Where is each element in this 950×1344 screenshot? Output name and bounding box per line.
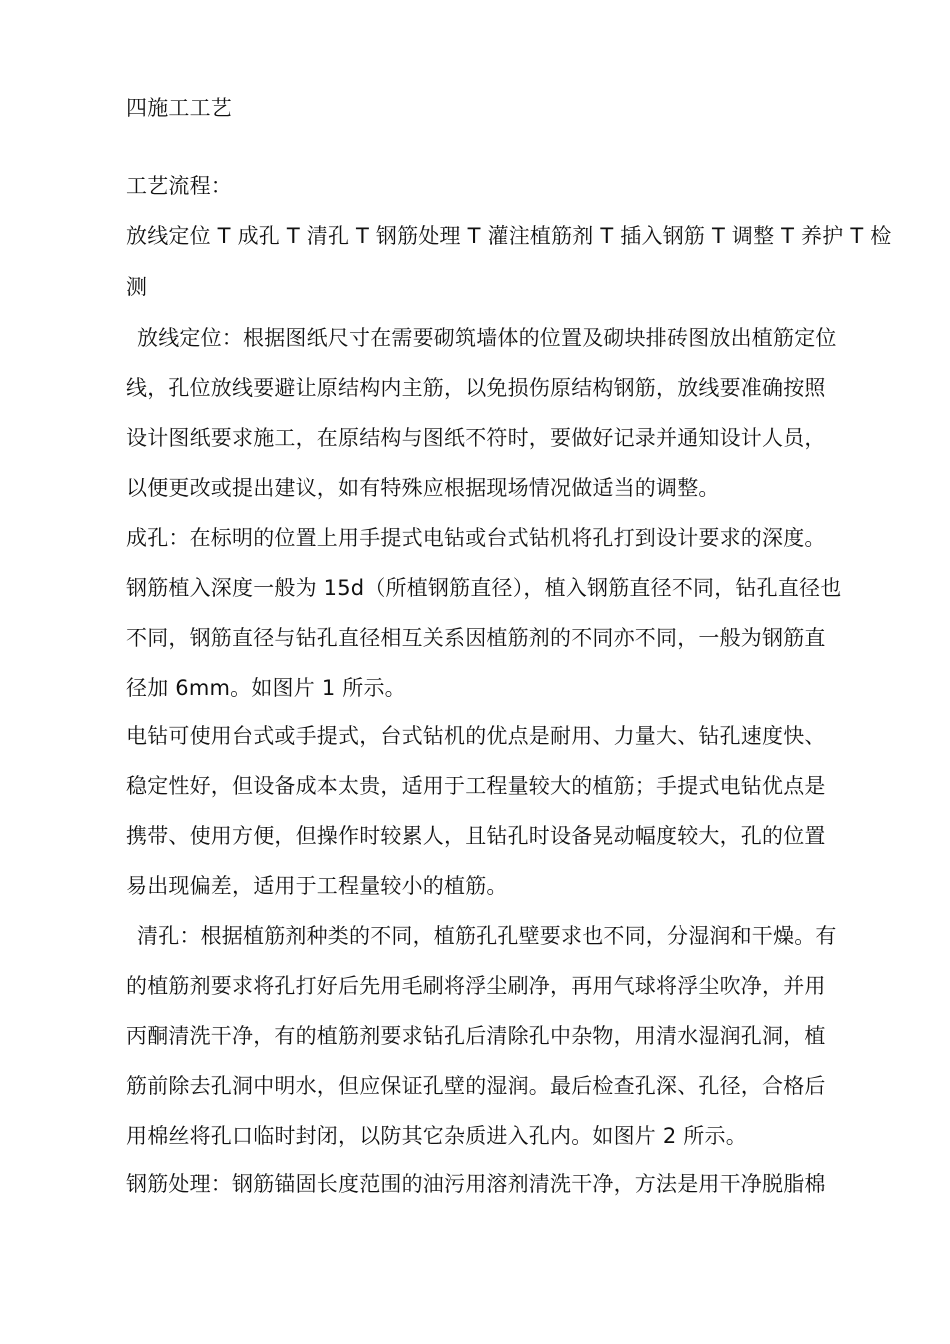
paragraph-line: 成孔：在标明的位置上用手提式电钻或台式钻机将孔打到设计要求的深度。	[126, 526, 826, 550]
paragraph-line: 丙酮清洗干净，有的植筋剂要求钻孔后清除孔中杂物，用清水湿润孔洞，植	[126, 1024, 826, 1048]
process-flow-line: 放线定位 T 成孔 T 清孔 T 钢筋处理 T 灌注植筋剂 T 插入钢筋 T 调整 T 养护 T 检	[126, 224, 892, 248]
paragraph-line: 易出现偏差，适用于工程量较小的植筋。	[126, 874, 508, 898]
process-title: 工艺流程：	[126, 174, 232, 198]
paragraph-line: 设计图纸要求施工，在原结构与图纸不符时，要做好记录并通知设计人员，	[126, 426, 826, 450]
paragraph-line: 钢筋处理：钢筋锚固长度范围的油污用溶剂清洗干净，方法是用干净脱脂棉	[126, 1172, 826, 1196]
section-heading: 四施工工艺	[126, 96, 232, 120]
paragraph-line: 钢筋植入深度一般为 15d（所植钢筋直径），植入钢筋直径不同，钻孔直径也	[126, 576, 842, 600]
paragraph-line: 清孔：根据植筋剂种类的不同，植筋孔孔壁要求也不同，分湿润和干燥。有	[137, 924, 837, 948]
paragraph-line: 电钻可使用台式或手提式，台式钻机的优点是耐用、力量大、钻孔速度快、	[126, 724, 826, 748]
paragraph-line: 放线定位：根据图纸尺寸在需要砌筑墙体的位置及砌块排砖图放出植筋定位	[137, 326, 837, 350]
paragraph-line: 以便更改或提出建议，如有特殊应根据现场情况做适当的调整。	[126, 476, 720, 500]
paragraph-line: 径加 6mm。如图片 1 所示。	[126, 676, 406, 700]
paragraph-line: 携带、使用方便，但操作时较累人，且钻孔时设备晃动幅度较大，孔的位置	[126, 824, 826, 848]
paragraph-line: 用棉丝将孔口临时封闭，以防其它杂质进入孔内。如图片 2 所示。	[126, 1124, 747, 1148]
process-flow-line: 测	[126, 275, 148, 299]
paragraph-line: 筋前除去孔洞中明水，但应保证孔壁的湿润。最后检查孔深、孔径，合格后	[126, 1074, 826, 1098]
paragraph-line: 的植筋剂要求将孔打好后先用毛刷将浮尘刷净，再用气球将浮尘吹净，并用	[126, 974, 826, 998]
paragraph-line: 稳定性好，但设备成本太贵，适用于工程量较大的植筋；手提式电钻优点是	[126, 774, 826, 798]
paragraph-line: 线，孔位放线要避让原结构内主筋，以免损伤原结构钢筋，放线要准确按照	[126, 376, 826, 400]
paragraph-line: 不同，钢筋直径与钻孔直径相互关系因植筋剂的不同亦不同，一般为钢筋直	[126, 626, 826, 650]
